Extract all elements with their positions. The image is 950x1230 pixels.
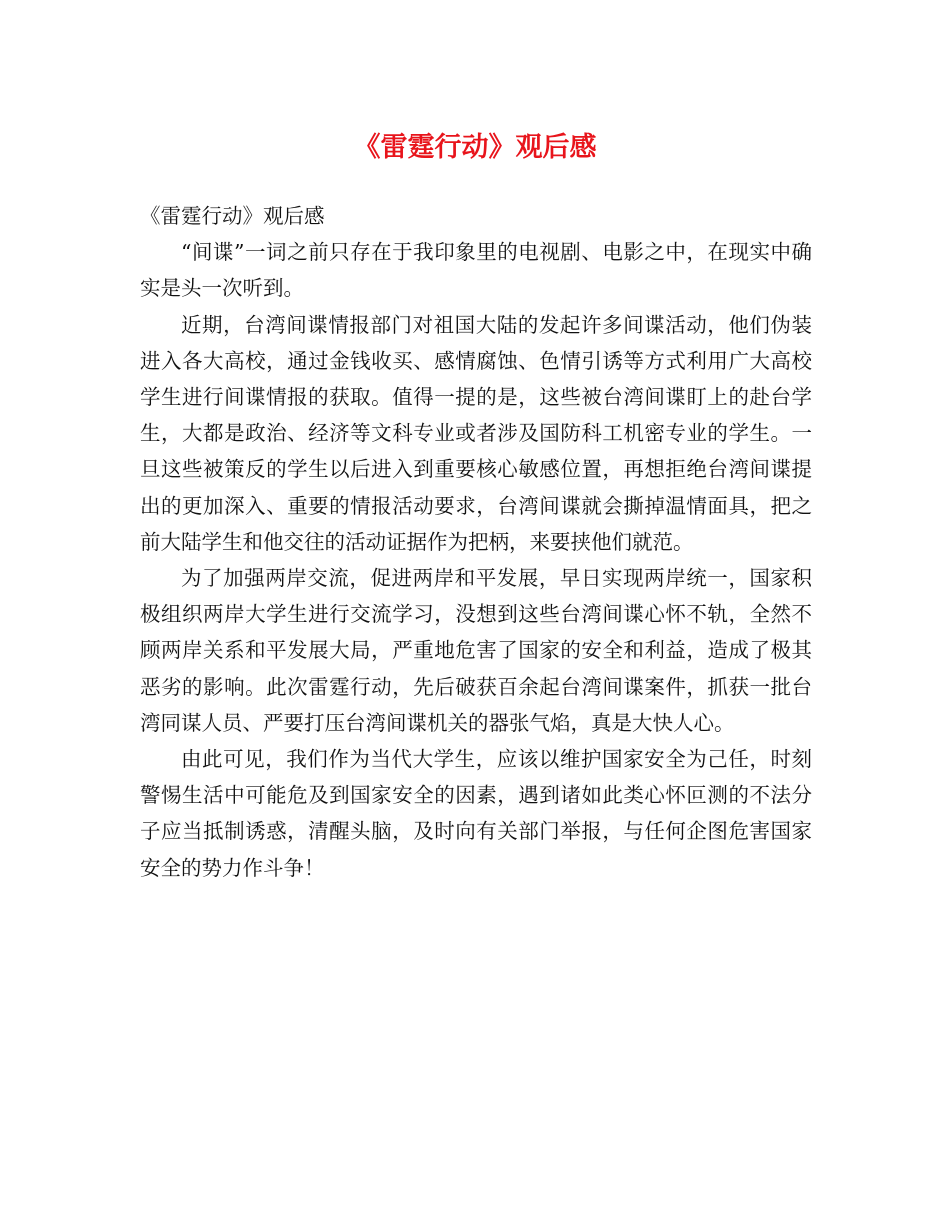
- paragraph-1: “间谍”一词之前只存在于我印象里的电视剧、电影之中，在现实中确实是头一次听到。: [140, 240, 812, 301]
- document-body: [140, 198, 812, 886]
- document-subtitle: 《雷霆行动》观后感: [140, 204, 325, 228]
- paragraph-4: 由此可见，我们作为当代大学生，应该以维护国家安全为己任，时刻警惕生活中可能危及到国家安全的因素，遇到诸如此类心怀叵测的不法分子应当抵制诱惑，清醒头脑，及时向有关部门举报，与任何企图危害国家安全的势力作斗争！: [140, 747, 812, 880]
- paragraph-3: 为了加强两岸交流，促进两岸和平发展，早日实现两岸统一，国家积极组织两岸大学生进行交流学习，没想到这些台湾间谍心怀不轨，全然不顾两岸关系和平发展大局，严重地危害了国家的安全和利益，造成了极其恶劣的影响。此次雷霆行动，先后破获百余起台湾间谍案件，抓获一批台湾同谋人员、严要打压台湾间谍机关的器张气焰，真是大快人心。: [140, 566, 812, 735]
- document-title: 《雷霆行动》观后感: [353, 132, 597, 163]
- paragraph-2: 近期，台湾间谍情报部门对祖国大陆的发起许多间谍活动，他们伪装进入各大高校，通过金钱收买、感情腐蚀、色情引诱等方式利用广大高校学生进行间谍情报的获取。值得一提的是，这些被台湾间谍盯上的赴台学生，大都是政治、经济等文科专业或者涉及国防科工机密专业的学生。一旦这些被策反的学生以后进入到重要核心敏感位置，再想拒绝台湾间谍提出的更加深入、重要的情报活动要求，台湾间谍就会撕掉温情面具，把之前大陆学生和他交往的活动证据作为把柄，来要挟他们就范。: [140, 312, 812, 554]
